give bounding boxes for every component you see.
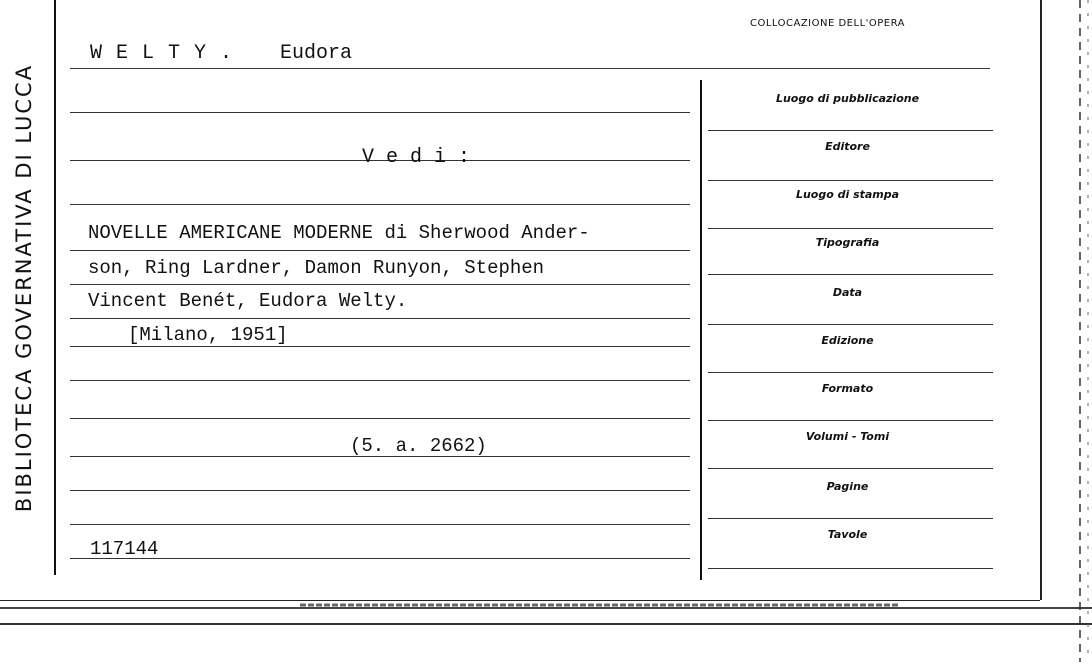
rule-line: [70, 490, 690, 491]
field-tipografia: Tipografia: [815, 236, 880, 249]
body-line-2: son, Ring Lardner, Damon Runyon, Stephen: [88, 257, 545, 279]
rule-line: [70, 418, 690, 419]
rule-line: [70, 346, 690, 347]
rule-line: [70, 250, 690, 251]
library-side-label: [6, 0, 42, 575]
rule-line: [70, 380, 690, 381]
author-surname: W E L T Y .: [90, 42, 234, 65]
field-tavole: Tavole: [827, 528, 868, 541]
inventory-number: 117144: [90, 538, 159, 560]
rule-line: [70, 112, 690, 113]
field-pagine: Pagine: [826, 480, 869, 493]
scan-bottom-edge: [0, 600, 1092, 662]
rule-line: [70, 524, 690, 525]
publication-info: [Milano, 1951]: [128, 324, 288, 346]
rule-line: [708, 420, 993, 421]
panel-border-line: [700, 80, 702, 580]
rule-line: [708, 324, 993, 325]
field-editore: Editore: [825, 140, 870, 153]
rule-line: [708, 468, 993, 469]
rule-line: [70, 68, 990, 69]
author-given-name: Eudora: [280, 42, 353, 65]
card-edge-artifact: [0, 600, 1092, 662]
body-line-3: Vincent Benét, Eudora Welty.: [88, 290, 408, 312]
field-volumi-tomi: Volumi - Tomi: [805, 430, 890, 443]
rule-line: [708, 180, 993, 181]
rule-line: [708, 228, 993, 229]
scan-right-edge: [1060, 0, 1092, 662]
body-line-1: NOVELLE AMERICANE MODERNE di Sherwood Ander-: [88, 222, 590, 244]
rule-line: [70, 318, 690, 319]
panel-title: COLLOCAZIONE DELL'OPERA: [750, 18, 905, 29]
see-reference: V e d i :: [362, 146, 471, 169]
rule-line: [708, 130, 993, 131]
field-formato: Formato: [821, 382, 874, 395]
rule-line: [708, 372, 993, 373]
library-name: BIBLIOTECA GOVERNATIVA DI LUCCA: [12, 63, 36, 512]
rule-line: [708, 568, 993, 569]
rule-line: [70, 204, 690, 205]
field-edizione: Edizione: [821, 334, 874, 347]
shelfmark: (5. a. 2662): [350, 435, 487, 457]
left-margin-line: [54, 0, 56, 575]
field-luogo-stampa: Luogo di stampa: [795, 188, 900, 201]
right-edge-artifact: [1060, 0, 1092, 662]
rule-line: [70, 284, 690, 285]
rule-line: [708, 518, 993, 519]
rule-line: [70, 558, 690, 559]
field-data: Data: [832, 286, 863, 299]
field-luogo-pubblicazione: Luogo di pubblicazione: [775, 92, 920, 105]
rule-line: [708, 274, 993, 275]
